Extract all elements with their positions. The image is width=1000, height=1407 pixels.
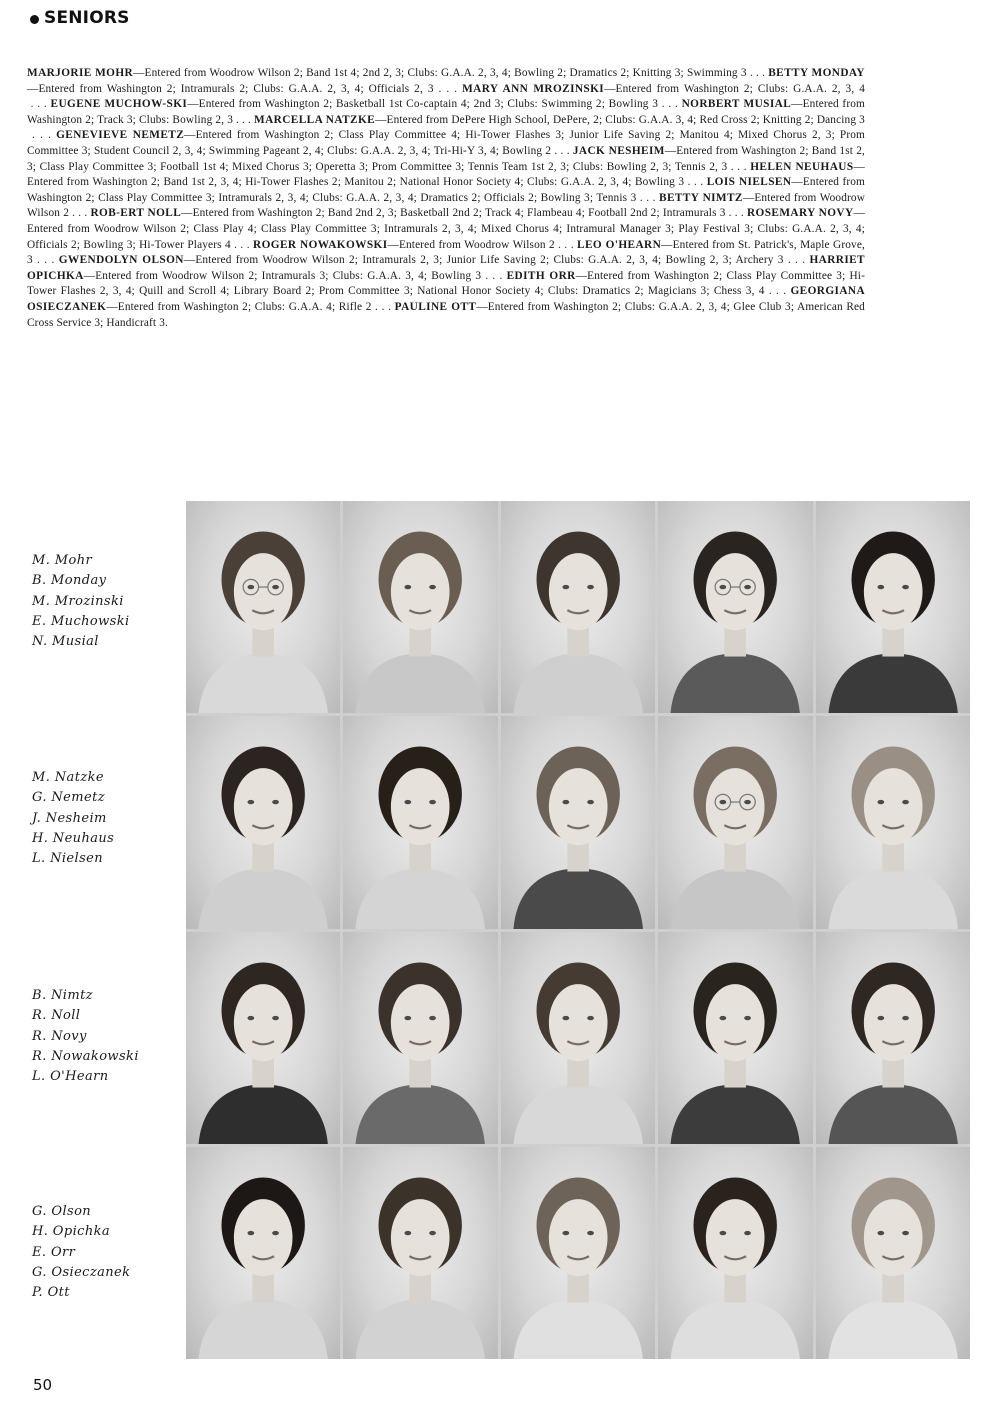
senior-name: MARCELLA NATZKE — [254, 113, 376, 126]
portrait-caption: G. Nemetz — [32, 790, 105, 806]
senior-name: ROSEMARY NOVY — [747, 207, 854, 220]
portrait-caption: N. Musial — [32, 634, 99, 650]
portrait-caption: H. Neuhaus — [32, 830, 115, 846]
portrait-silhouette — [186, 501, 340, 713]
senior-portrait — [501, 716, 655, 928]
portrait-silhouette — [343, 1147, 497, 1359]
bio-separator: . . . — [551, 144, 573, 157]
row-3-names — [32, 986, 139, 1087]
bio-separator: . . . — [32, 254, 59, 267]
senior-activities: —Entered from Washington 2; Clubs: G.A.A. 2, 3, 4; Glee Club 3; American Red Cross Service 3; Handicraft 3. — [27, 300, 865, 329]
portrait-caption: G. Olson — [32, 1204, 92, 1219]
portrait-silhouette — [816, 716, 970, 928]
senior-portrait — [658, 932, 812, 1144]
senior-activities: —Entered from Washington 2; Band 2nd 2, 3; Basketball 2nd 2; Track 4; Flambeau 4; Football 2nd 2; Intramurals 3 — [181, 207, 726, 220]
portrait-silhouette — [343, 716, 497, 928]
portrait-silhouette — [343, 932, 497, 1144]
bio-separator: . . . — [727, 160, 751, 173]
bio-separator: . . . — [684, 176, 707, 189]
bio-separator: . . . — [27, 129, 57, 142]
senior-activities: —Entered from Washington 2; Clubs: G.A.A. 4; Rifle 2 — [106, 300, 372, 313]
portrait-silhouette — [658, 501, 812, 713]
senior-portrait — [658, 1147, 812, 1359]
bio-separator: . . . — [230, 238, 254, 251]
senior-activities: —Entered from St. Patrick's, Maple Grove, 3 — [27, 238, 865, 267]
senior-portrait — [501, 1147, 655, 1359]
page-number: 50 — [33, 1376, 53, 1394]
portrait-silhouette — [658, 932, 812, 1144]
senior-activities: —Entered from Washington 2; Class Play Committee 4; Hi-Tower Flashes 3; Junior Life Saving 2; Manitou 4; Mixed Chorus 2, 3; Prom Committee 3; Student Council 2, 3, 4; Swimming Pageant 2, 4; Clubs: G.A.A. 2, 3, 4; Tri-Hi-Y 3, 4; Bowling 2 — [27, 129, 865, 157]
senior-portrait — [501, 932, 655, 1144]
senior-portrait — [343, 1147, 497, 1359]
bio-separator: . . . — [658, 98, 682, 111]
senior-name: EDITH ORR — [506, 269, 576, 282]
portrait-silhouette — [501, 501, 655, 713]
portrait-silhouette — [186, 1147, 340, 1359]
senior-name: GWENDOLYN OLSON — [58, 254, 184, 267]
senior-activities: —Entered from DePere High School, DePere, 2; Clubs: G.A.A. 3, 4; Red Cross 2; Knitting 2; Dancing 3 — [375, 113, 865, 126]
portrait-caption: B. Nimtz — [32, 988, 93, 1003]
portrait-caption: L. Nielsen — [32, 851, 104, 867]
bio-separator: . . . — [746, 67, 769, 79]
portrait-silhouette — [658, 1147, 812, 1359]
senior-portrait — [658, 501, 812, 713]
senior-portrait — [186, 501, 340, 713]
portrait-silhouette — [501, 932, 655, 1144]
portrait-silhouette — [343, 501, 497, 713]
senior-activities: —Entered from Woodrow Wilson 2 — [27, 191, 866, 220]
portrait-caption: M. Mohr — [32, 553, 93, 568]
senior-name: JACK NESHEIM — [572, 144, 665, 157]
senior-activities: —Entered from Washington 2; Clubs: G.A.A. 2, 3, 4 — [604, 82, 865, 95]
bio-separator: . . . — [433, 82, 463, 95]
portrait-silhouette — [186, 716, 340, 928]
portrait-silhouette — [501, 716, 655, 928]
portrait-caption: L. O'Hearn — [32, 1069, 109, 1085]
senior-name: GEORGIANA OSIECZANEK — [27, 285, 866, 313]
senior-activities: —Entered from Woodrow Wilson 2; Class Play 4; Class Play Committee 3; Intramurals 2, 3, 4; Mixed Chorus 4; Intramural Manager 3; Play Festival 3; Clubs: G.A.A. 2, 3, 4; Officials 2; Bowling 3; Hi-Tower Players 4 — [27, 207, 865, 251]
senior-name: MARY ANN MROZINSKI — [462, 82, 605, 95]
senior-name: EUGENE MUCHOW-SKI — [50, 98, 188, 111]
senior-portrait — [816, 932, 970, 1144]
senior-activities: —Entered from Woodrow Wilson 2; Intramurals 3; Clubs: G.A.A. 3, 4; Bowling 3 — [83, 269, 482, 282]
senior-portrait — [343, 716, 497, 928]
portrait-caption: P. Ott — [32, 1285, 70, 1301]
portrait-silhouette — [186, 932, 340, 1144]
senior-portrait — [343, 501, 497, 713]
senior-name: ROGER NOWAKOWSKI — [253, 238, 388, 251]
portrait-caption: M. Natzke — [32, 770, 104, 785]
senior-name: BETTY NIMTZ — [659, 191, 743, 204]
portrait-caption: G. Osieczanek — [32, 1264, 131, 1280]
senior-activities: —Entered from Woodrow Wilson 2; Intramurals 2, 3; Junior Life Saving 2; Clubs: G.A.A. 2, 3, 4; Bowling 2, 3; Archery 3 — [183, 254, 784, 267]
bio-separator: . . . — [783, 254, 810, 267]
senior-name: HELEN NEUHAUS — [750, 160, 854, 173]
portrait-caption: E. Orr — [32, 1244, 76, 1260]
bio-separator: . . . — [636, 191, 660, 204]
bio-separator: . . . — [764, 285, 791, 298]
portrait-caption: M. Mrozinski — [32, 593, 124, 609]
portrait-caption: J. Nesheim — [32, 810, 107, 826]
portrait-caption: E. Muchowski — [32, 613, 130, 629]
senior-portrait — [186, 1147, 340, 1359]
senior-name: HARRIET OPICHKA — [27, 254, 865, 282]
portrait-caption: R. Nowakowski — [32, 1048, 139, 1064]
portrait-caption: B. Monday — [32, 573, 107, 589]
portrait-silhouette — [816, 501, 970, 713]
senior-activities: —Entered from Washington 2; Track 3; Clubs: Bowling 2, 3 — [27, 98, 865, 126]
bio-separator: . . . — [233, 113, 255, 126]
senior-biographies — [27, 66, 865, 331]
senior-name: MARJORIE MOHR — [27, 67, 134, 79]
senior-name: GENEVIEVE NEMETZ — [56, 129, 185, 142]
portrait-silhouette — [501, 1147, 655, 1359]
portrait-caption: R. Noll — [32, 1008, 81, 1024]
senior-activities: —Entered from Washington 2; Basketball 1st Co-captain 4; 2nd 3; Clubs: Swimming 2; Bowling 3 — [187, 98, 659, 111]
senior-activities: —Entered from Washington 2; Class Play Committee 3; Intramurals 2, 3, 4; Clubs: G.A.A. 2, 3, 4; Dramatics 2; Officials 2; Bowling 3; Tennis 3 — [27, 176, 865, 204]
senior-portrait — [343, 932, 497, 1144]
bullet-icon — [30, 15, 39, 24]
bio-separator: . . . — [69, 207, 91, 220]
section-title: SENIORS — [44, 8, 130, 28]
row-1-names — [32, 551, 130, 652]
portrait-caption: H. Opichka — [32, 1224, 111, 1240]
bio-separator: . . . — [554, 238, 578, 251]
portrait-silhouette — [658, 716, 812, 928]
row-4-names — [32, 1202, 130, 1303]
senior-name: NORBERT MUSIAL — [681, 98, 792, 111]
senior-name: BETTY MONDAY — [768, 67, 865, 79]
bio-separator: . . . — [725, 207, 747, 220]
senior-portrait — [186, 716, 340, 928]
senior-activities: —Entered from Woodrow Wilson 2 — [387, 238, 555, 251]
senior-name: PAULINE OTT — [394, 300, 477, 313]
senior-activities: —Entered from Washington 2; Band 1st 2, 3, 4; Hi-Tower Flashes 2; Manitou 2; National Honor Society 4; Clubs: G.A.A. 2, 3, 4; Bowling 3 — [27, 160, 865, 189]
portrait-caption: R. Novy — [32, 1028, 87, 1044]
senior-portrait — [816, 1147, 970, 1359]
portrait-silhouette — [816, 932, 970, 1144]
senior-portrait — [501, 501, 655, 713]
senior-activities: —Entered from Woodrow Wilson 2; Band 1st 4; 2nd 2, 3; Clubs: G.A.A. 2, 3, 4; Bowling 2; Dramatics 2; Knitting 3; Swimming 3 — [133, 67, 747, 79]
page-header — [30, 8, 130, 28]
senior-name: LEO O'HEARN — [577, 238, 662, 251]
senior-portrait-grid — [186, 501, 970, 1359]
portrait-silhouette — [816, 1147, 970, 1359]
senior-portrait — [186, 932, 340, 1144]
senior-name: LOIS NIELSEN — [706, 176, 792, 189]
senior-activities: —Entered from Washington 2; Class Play Committee 3; Hi-Tower Flashes 2, 3, 4; Quill and Scroll 4; Library Board 2; Prom Committee 3; National Honor Society 4; Clubs: Dramatics 2; Magicians 3; Chess 3, 4 — [27, 269, 866, 298]
bio-separator: . . . — [371, 300, 395, 313]
bio-separator: . . . — [481, 269, 507, 282]
senior-portrait — [816, 501, 970, 713]
senior-activities: —Entered from Washington 2; Intramurals 2; Clubs: G.A.A. 2, 3, 4; Officials 2, 3 — [27, 82, 434, 95]
senior-activities: —Entered from Washington 2; Band 1st 2, 3; Class Play Committee 3; Football 1st 4; Mixed Chorus 3; Operetta 3; Prom Committee 3; Tennis Team 1st 2, 3; Clubs: Bowling 2, 3; Tennis 2, 3 — [27, 144, 866, 173]
bio-separator: . . . — [27, 98, 51, 111]
senior-portrait — [816, 716, 970, 928]
senior-name: ROB-ERT NOLL — [90, 207, 182, 220]
row-2-names — [32, 768, 114, 869]
senior-portrait — [658, 716, 812, 928]
